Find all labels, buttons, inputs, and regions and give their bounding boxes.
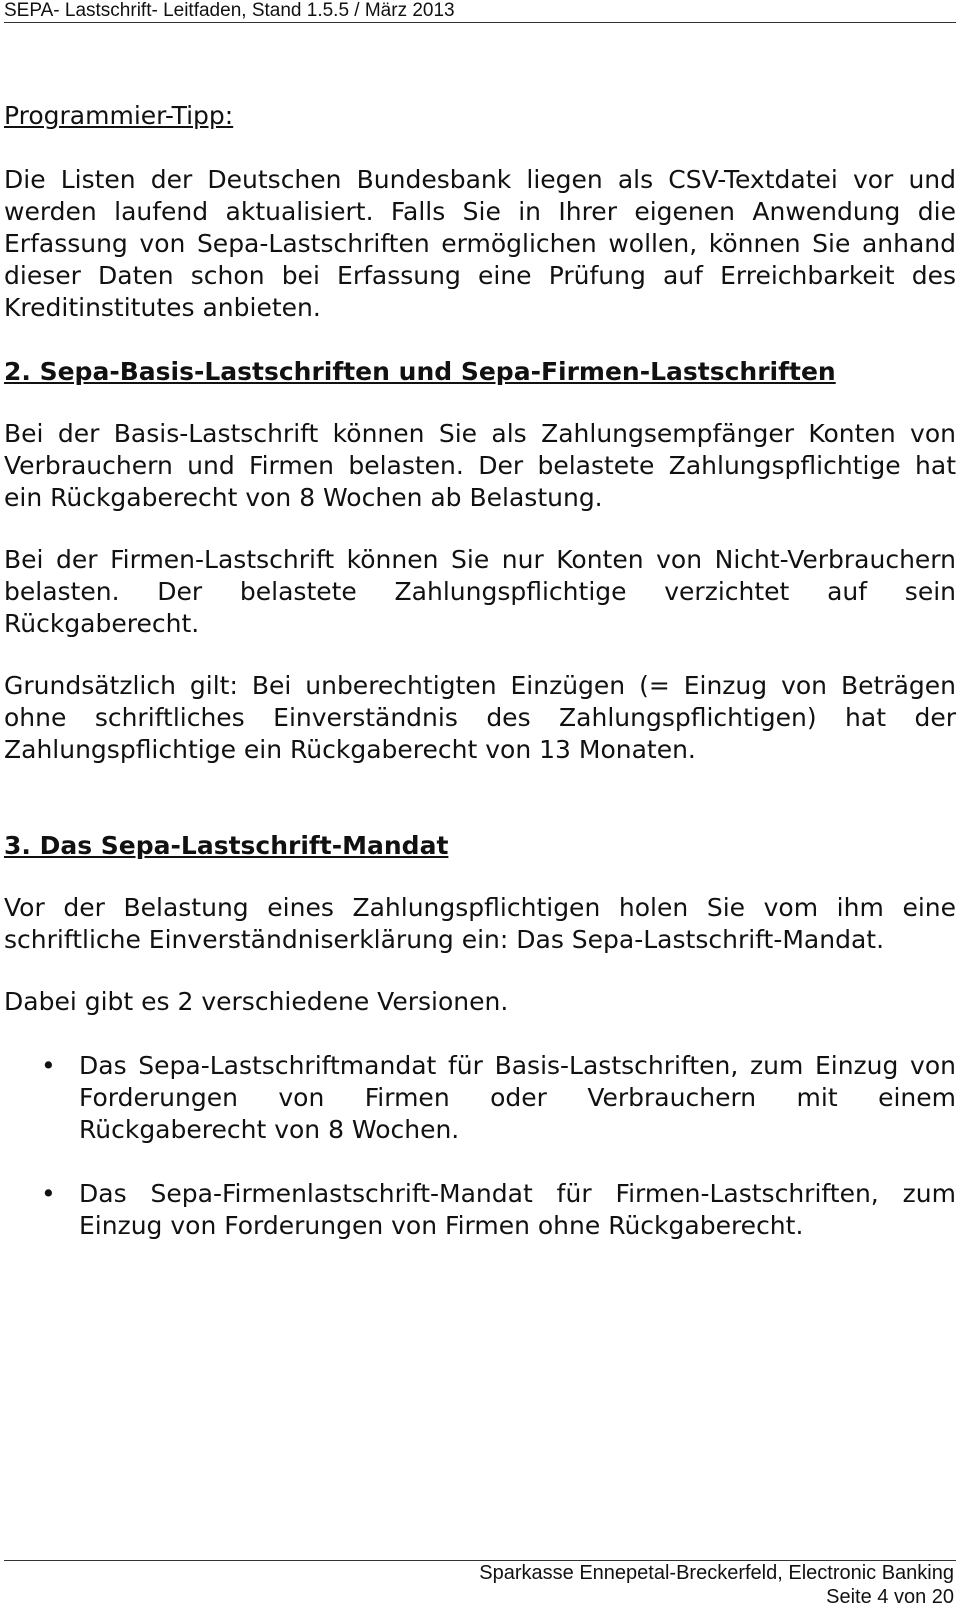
bullet-icon: • (41, 1179, 56, 1208)
section-2-paragraph-firmen: Bei der Firmen-Lastschrift können Sie nur Konten von Nicht-Verbrauchern belasten. Der belastete Zahlungspflichtige verzichtet auf sein Rückgaberecht. (4, 545, 956, 638)
page-footer (4, 1560, 956, 1611)
page-content (4, 100, 956, 1242)
section-3-paragraph-versions: Dabei gibt es 2 verschiedene Versionen. (4, 987, 509, 1016)
header-title: SEPA- Lastschrift- Leitfaden, Stand 1.5.5 / März 2013 (4, 0, 455, 21)
mandate-list (4, 1050, 956, 1242)
footer-organization: Sparkasse Ennepetal-Breckerfeld, Electronic Banking (479, 1562, 954, 1584)
section-2-paragraph-grundsatz: Grundsätzlich gilt: Bei unberechtigten Einzügen (= Einzug von Beträgen ohne schriftliches Einverständnis des Zahlungspflichtigen) hat der Zahlungspflichtige ein Rückgaberecht von 13 Monaten. (4, 671, 956, 764)
section-3-paragraph-intro: Vor der Belastung eines Zahlungspflichtigen holen Sie vom ihm eine schriftliche Einverständniserklärung ein: Das Sepa-Lastschrift-Mandat. (4, 893, 956, 954)
tip-title: Programmier-Tipp: (4, 101, 234, 130)
list-item (4, 1178, 956, 1242)
tip-text: Die Listen der Deutschen Bundesbank liegen als CSV-Textdatei vor und werden laufend aktualisiert. Falls Sie in Ihrer eigenen Anwendung die Erfassung von Sepa-Lastschriften ermöglichen wollen, können Sie anhand dieser Daten schon bei Erfassung eine Prüfung auf Erreichbarkeit des Kreditinstitutes anbieten. (4, 165, 956, 322)
list-item-text: Das Sepa-Firmenlastschrift-Mandat für Firmen-Lastschriften, zum Einzug von Forderungen von Firmen ohne Rückgaberecht. (79, 1179, 956, 1240)
list-item-text: Das Sepa-Lastschriftmandat für Basis-Lastschriften, zum Einzug von Forderungen von Firmen oder Verbrauchern mit einem Rückgaberecht von 8 Wochen. (79, 1051, 956, 1144)
page-header (4, 0, 956, 23)
list-item (4, 1050, 956, 1146)
section-3-heading: 3. Das Sepa-Lastschrift-Mandat (4, 831, 449, 860)
footer-page-number: Seite 4 von 20 (826, 1586, 954, 1608)
section-2-paragraph-basis: Bei der Basis-Lastschrift können Sie als Zahlungsempfänger Konten von Verbrauchern und Firmen belasten. Der belastete Zahlungspflichtige hat ein Rückgaberecht von 8 Wochen ab Belastung. (4, 419, 956, 512)
section-2-heading: 2. Sepa-Basis-Lastschriften und Sepa-Firmen-Lastschriften (4, 357, 836, 386)
bullet-icon: • (41, 1051, 56, 1080)
